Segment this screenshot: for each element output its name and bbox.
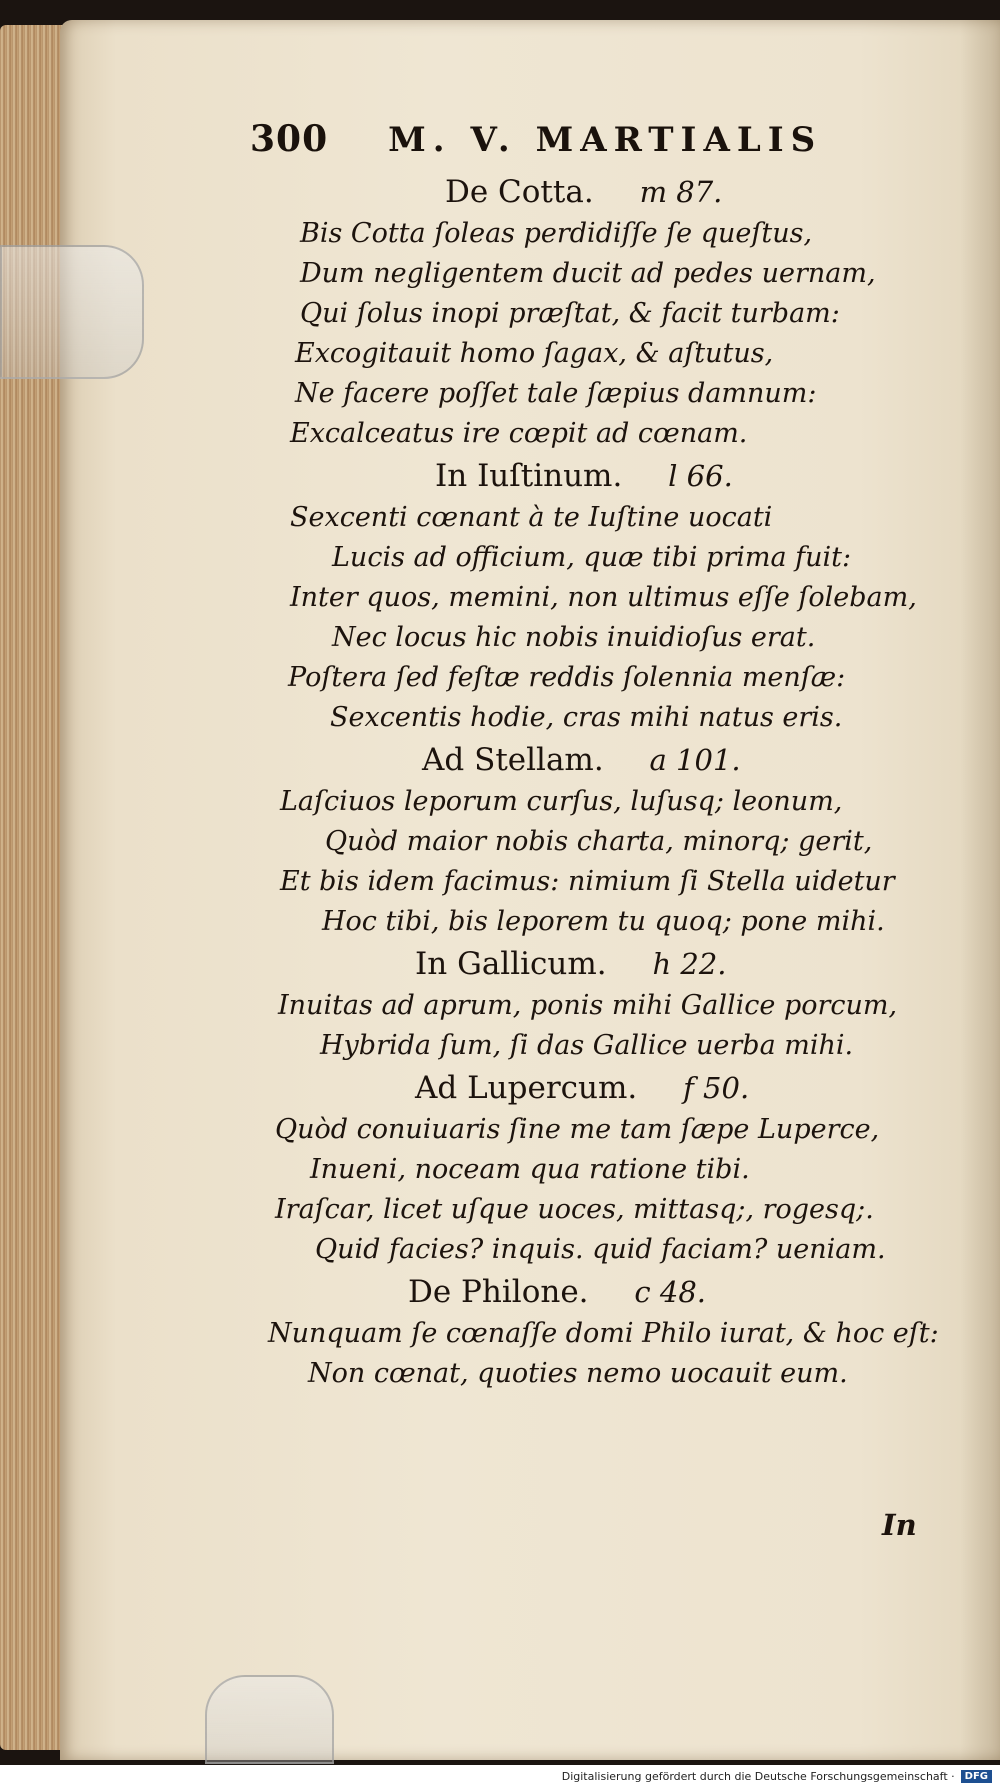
poem-title: Ad Stellam. <box>422 742 604 778</box>
poem-heading <box>250 1270 940 1314</box>
verse-line: Sexcentis hodie, cras mihi natus eris. <box>330 702 843 733</box>
verse-line: Et bis idem facimus: nimium ſi Stella uidetur <box>280 866 895 897</box>
verse-line: Quòd conuiuaris ſine me tam ſæpe Luperce, <box>275 1114 880 1145</box>
verse-line: Inter quos, memini, non ultimus eſſe ſolebam, <box>290 582 917 613</box>
poem-reference: m 87. <box>639 175 723 209</box>
page-clip-top <box>0 245 144 379</box>
verse-line: Excogitauit homo ſagax, & aſtutus, <box>295 338 774 369</box>
poem-reference: h 22. <box>652 947 727 981</box>
page-number: 300 <box>250 118 329 160</box>
poem-title: De Cotta. <box>445 174 594 210</box>
poem-heading <box>250 454 940 498</box>
verse-line: Hoc tibi, bis leporem tu quoq; pone mihi. <box>322 906 885 937</box>
poem-text-block <box>250 170 940 1394</box>
poem-heading <box>250 1066 940 1110</box>
poem-heading <box>250 942 940 986</box>
poem-reference: c 48. <box>634 1275 706 1309</box>
verse-line: Poſtera ſed feſtæ reddis ſolennia menſæ: <box>288 662 846 693</box>
poem-reference: l 66. <box>668 459 733 493</box>
poem-title: Ad Lupercum. <box>415 1070 638 1106</box>
verse-line: Nec locus hic nobis inuidioſus erat. <box>332 622 816 653</box>
verse-line: Iraſcar, licet uſque uoces, mittasq;, rogesq;. <box>275 1194 874 1225</box>
running-head <box>250 118 850 160</box>
verse-line: Inuitas ad aprum, ponis mihi Gallice porcum, <box>278 990 898 1021</box>
poem-heading <box>250 738 940 782</box>
verse-line: Dum negligentem ducit ad pedes uernam, <box>300 258 876 289</box>
verse-line: Non cœnat, quoties nemo uocauit eum. <box>308 1358 848 1389</box>
poem-title: In Gallicum. <box>415 946 607 982</box>
verse-line: Nunquam ſe cœnaſſe domi Philo iurat, & hoc eſt: <box>268 1318 939 1349</box>
verse-line: Bis Cotta ſoleas perdidiſſe ſe queſtus, <box>300 218 813 249</box>
verse-line: Quòd maior nobis charta, minorq; gerit, <box>325 826 873 857</box>
verse-line: Quid facies? inquis. quid faciam? ueniam. <box>315 1234 886 1265</box>
poem-title: De Philone. <box>408 1274 589 1310</box>
verse-line: Qui ſolus inopi præſtat, & facit turbam: <box>300 298 840 329</box>
verse-line: Laſciuos leporum curſus, luſusq; leonum, <box>280 786 843 817</box>
dfg-logo: DFG <box>961 1770 992 1783</box>
page-gutter-shadow <box>960 20 1000 1760</box>
verse-line: Ne facere poſſet tale ſæpius damnum: <box>295 378 817 409</box>
catchword: In <box>882 1508 917 1542</box>
verse-line: Lucis ad officium, quæ tibi prima fuit: <box>332 542 852 573</box>
poem-reference: f 50. <box>683 1071 750 1105</box>
footer-credit: Digitalisierung gefördert durch die Deutsche Forschungsgemeinschaft · <box>561 1769 955 1783</box>
page-clip-bottom <box>205 1675 334 1764</box>
verse-line: Hybrida ſum, ſi das Gallice uerba mihi. <box>320 1030 854 1061</box>
poem-title: In Iuſtinum. <box>435 458 623 494</box>
verse-line: Sexcenti cœnant à te Iuſtine uocati <box>290 502 773 533</box>
verse-line: Inueni, noceam qua ratione tibi. <box>310 1154 750 1185</box>
poem-heading <box>250 170 940 214</box>
verse-line: Excalceatus ire cœpit ad cœnam. <box>290 418 748 449</box>
poem-reference: a 101. <box>649 743 741 777</box>
footer-bar <box>0 1765 1000 1787</box>
running-head-title: M. V. MARTIALIS <box>388 120 823 160</box>
